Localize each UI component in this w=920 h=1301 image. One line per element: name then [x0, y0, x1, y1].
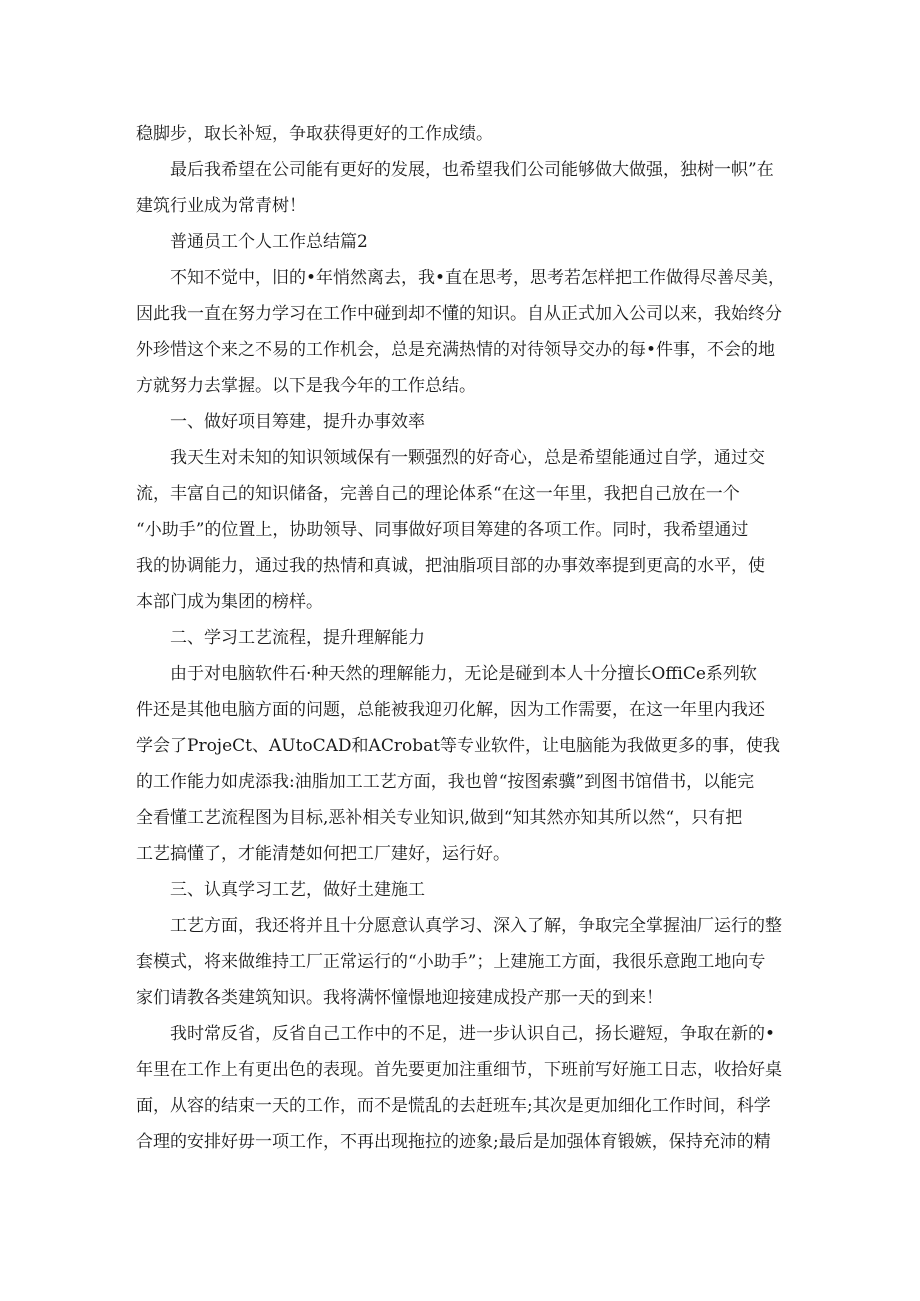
text-line: 本部门成为集团的榜样。: [136, 592, 323, 612]
text-line: 全看懂工艺流程图为目标,恶补相关专业知识,做到“知其然亦知其所以然“，只有把: [136, 808, 743, 828]
text-line: 建筑行业成为常青树！: [136, 196, 306, 216]
text-line: 工艺搞懂了，才能清楚如何把工厂建好，运行好。: [136, 844, 510, 864]
text-line: 一、做好项目筹建，提升办事效率: [170, 412, 425, 432]
text-line: 流，丰富自己的知识储备，完善自己的理论体系“在这一年里，我把自己放在一个: [136, 484, 740, 504]
text-line: 合理的安排好毋一项工作，不再出现拖拉的迹象;最后是加强体育锻嫉，保持充沛的精: [136, 1132, 771, 1152]
text-line: 面，从容的结束一天的工作，而不是慌乱的去赶班车;其次是更加细化工作时间，科学: [136, 1096, 771, 1116]
text-line: 我的协调能力，通过我的热情和真诚，把油脂项目部的办事效率提到更高的水平，使: [136, 556, 765, 576]
text-line: 由于对电脑软件石·种天然的理解能力，无论是碰到本人十分擅长OffiCe系列软: [170, 664, 757, 684]
text-line: 年里在工作上有更出色的表现。首先要更加注重细节，下班前写好施工日志，收拾好桌: [136, 1060, 782, 1080]
text-line: 学会了ProjeCt、AUtoCAD和ACrobat等专业软件，让电脑能为我做更多的事，使我: [136, 736, 781, 756]
text-line: 工艺方面，我还将并且十分愿意认真学习、深入了解，争取完全掌握油厂运行的整: [170, 916, 782, 936]
text-line: 家们请教各类建筑知识。我将满怀憧憬地迎接建成投产那一天的到来！: [136, 988, 663, 1008]
text-line: 的工作能力如虎添我:油脂加工工艺方面，我也曾“按图索骥”到图书馆借书，以能完: [136, 772, 755, 792]
text-line: 普通员工个人工作总结篇2: [170, 232, 368, 252]
text-line: 稳脚步，取长补短，争取获得更好的工作成绩。: [136, 124, 493, 144]
text-line: 不知不觉中，旧的•年悄然离去，我•直在思考，思考若怎样把工作做得尽善尽美，: [170, 268, 786, 288]
text-line: 套模式，将来做维持工厂正常运行的“小助手”；上建施工方面，我很乐意跑工地向专: [136, 952, 766, 972]
text-line: 最后我希望在公司能有更好的发展，也希望我们公司能够做大做强，独树一帜”在: [170, 160, 774, 180]
text-line: 因此我一直在努力学习在工作中碰到却不懂的知识。自从正式加入公司以来，我始终分: [136, 304, 782, 324]
text-line: 二、学习工艺流程，提升理解能力: [170, 628, 425, 648]
text-line: 件还是其他电脑方面的问题，总能被我迎刃化解，因为工作需要，在这一年里内我还: [136, 700, 765, 720]
text-line: 我天生对未知的知识领域保有一颗强烈的好奇心，总是希望能通过自学，通过交: [170, 448, 765, 468]
text-line: “小助手”的位置上，协助领导、同事做好项目筹建的各项工作。同时，我希望通过: [136, 520, 749, 540]
text-line: 三、认真学习工艺，做好土建施工: [170, 880, 425, 900]
text-line: 我时常反省，反省自己工作中的不足，进一步认识自己，扬长避短，争取在新的•: [170, 1024, 776, 1044]
text-line: 外珍惜这个来之不易的工作机会，总是充满热情的对待领导交办的每•件事，不会的地: [136, 340, 776, 360]
text-line: 方就努力去掌握。以下是我今年的工作总结。: [136, 376, 476, 396]
document-page: [136, 116, 786, 1160]
